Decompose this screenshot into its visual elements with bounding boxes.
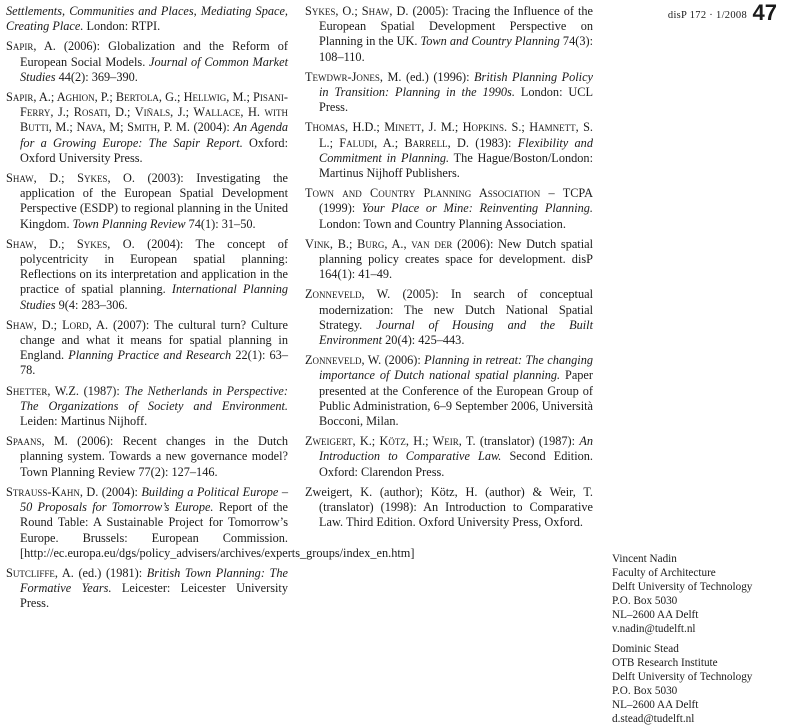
address-line: Delft University of Technology <box>612 671 753 683</box>
reference-entry <box>6 4 288 34</box>
address-line: OTB Research Institute <box>612 657 718 669</box>
reference-text: – TCPA (1999): <box>319 186 593 216</box>
reference-text: The Hague/Boston/London: Martinus Nijhoff Publishers. <box>319 150 593 181</box>
reference-entry <box>6 237 288 313</box>
reference-title: British Town Planning: The Formative Years. <box>20 565 288 596</box>
reference-text: (ed.) (1996): <box>401 69 475 84</box>
reference-title: Building a Political Europe – 50 Proposals for Tomorrow’s Europe. <box>20 484 288 515</box>
reference-text: (2004): <box>189 120 234 135</box>
reference-text: 74(3): 108–110. <box>319 34 593 64</box>
reference-title: Flexibility and Commitment in Planning. <box>319 135 593 165</box>
reference-title: International Planning Studies <box>20 282 289 312</box>
author-address-nadin <box>612 552 782 636</box>
reference-text: 44(2): 369–390. <box>55 69 138 84</box>
reference-text: 22(1): 63–78. <box>20 348 288 378</box>
reference-text: Oxford: Oxford University Press. <box>20 135 288 165</box>
reference-entry <box>305 70 593 116</box>
reference-text: (translator) (1987): <box>475 434 580 449</box>
reference-authors: Tewdwr-Jones, M. <box>305 69 402 84</box>
reference-entry <box>305 120 593 181</box>
reference-title: An Introduction to Comparative Law. <box>319 434 593 464</box>
reference-text: (2007): The cultural turn? Culture change and what it means for spatial planning in England. <box>20 317 288 363</box>
reference-entry <box>305 434 593 480</box>
reference-authors: Town and Country Planning Association <box>305 186 541 201</box>
reference-title: Planning Practice and Research <box>68 348 232 363</box>
reference-text: (2006): <box>381 353 425 368</box>
reference-authors: Sutcliffe, A. <box>6 565 74 580</box>
reference-authors: Thomas, H.D.; Minett, J. M.; Hopkins. S.; Hamnett, S. L.; Faludi, A.; Barrell, D. <box>305 120 593 150</box>
reference-text: (2004): The concept of polycentricity in European spatial planning: Reflections on its interpretation and application in the practice of spatial planning. <box>20 236 289 297</box>
reference-text: Report of the Round Table: A Sustainable Project for Tomorrow’s Europe. Brussels: European Commission. [http://ec.europa.eu/dgs/policy_advisers/archives/experts_groups/index_en.htm] <box>20 500 415 560</box>
reference-title: British Planning Policy in Transition: Planning in the 1990s. <box>319 69 593 100</box>
reference-text: Leicester: Leicester University Press. <box>20 581 288 611</box>
reference-authors: Sykes, O.; Shaw, D. <box>305 4 409 18</box>
reference-text: 9(4: 283–306. <box>55 297 128 312</box>
reference-title: Settlements, Communities and Places, Mediating Space, Creating Place. <box>6 4 288 34</box>
reference-text: Paper presented at the Conference of the European Group of Public Administration, 6–9 September 2006, Università Bocconi, Milan. <box>319 368 593 429</box>
reference-text: Zweigert, K. (author); Kötz, H. (author) & Weir, T. (translator) (1998): An Introduction to Comparative Law. Third Edition. Oxford University Press, Oxford. <box>305 484 593 530</box>
reference-text: (1987): <box>78 383 125 398</box>
reference-authors: Shaw, D.; Sykes, O. <box>6 236 135 251</box>
address-line: NL–2600 AA Delft <box>612 699 699 711</box>
address-line: Dominic Stead <box>612 643 679 655</box>
reference-title: Your Place or Mine: Reinventing Planning. <box>361 201 593 216</box>
reference-authors: Vink, B.; Burg, A., van der <box>305 236 453 251</box>
reference-text: 20(4): 425–443. <box>382 333 465 348</box>
reference-title: Town and Country Planning <box>420 34 560 49</box>
reference-text: (2005): In search of conceptual modernization: The new Dutch National Spatial Strategy. <box>319 287 593 332</box>
author-address-stead <box>612 642 782 726</box>
address-line: Delft University of Technology <box>612 581 753 593</box>
reference-text: (2003): Investigating the application of the European Spatial Development Perspective (ESDP) to regional planning in the United Kingdom. <box>20 171 288 231</box>
reference-entry <box>6 39 288 85</box>
reference-text: (ed.) (1981): <box>73 565 147 580</box>
reference-text: Second Edition. Oxford: Clarendon Press. <box>319 449 593 479</box>
reference-entry <box>6 171 288 232</box>
reference-text: Leiden: Martinus Nijhoff. <box>20 414 148 429</box>
address-line: P.O. Box 5030 <box>612 595 678 607</box>
references-column-right <box>305 4 593 536</box>
reference-entry <box>6 566 288 612</box>
reference-text: 74(1): 31–50. <box>185 216 256 231</box>
reference-authors: Shaw, D.; Sykes, O. <box>6 171 135 186</box>
reference-entry <box>305 287 593 348</box>
address-line: Vincent Nadin <box>612 553 677 565</box>
address-line: P.O. Box 5030 <box>612 685 678 697</box>
address-line: v.nadin@tudelft.nl <box>612 623 696 635</box>
reference-title: The Netherlands in Perspective: The Organizations of Society and Environment. <box>20 383 288 413</box>
reference-title: Town Planning Review <box>72 216 186 231</box>
address-line: d.stead@tudelft.nl <box>612 713 695 725</box>
reference-text: (1983): <box>468 135 518 150</box>
reference-authors: Shaw, D.; Lord, A. <box>6 317 109 332</box>
reference-entry <box>305 186 593 232</box>
reference-text: (2005): Tracing the Influence of the European Spatial Development Perspective on Planning in the UK. <box>319 4 593 49</box>
reference-authors: Zonneveld, W. <box>305 353 382 368</box>
journal-citation: disP 172 · 1/2008 <box>667 10 747 21</box>
reference-entry <box>6 90 288 166</box>
reference-entry <box>6 384 288 430</box>
reference-text: (2006): Recent changes in the Dutch planning system. Towards a new governance model? Town Planning Review 77(2): 127–146. <box>20 434 289 479</box>
reference-title: Planning in retreat: The changing importance of Dutch national spatial planning. <box>319 353 594 383</box>
address-line: Faculty of Architecture <box>612 567 716 579</box>
page-number: 47 <box>752 0 777 25</box>
reference-text: (2006): New Dutch spatial planning policy creates space for development. disP 164(1): 41–49. <box>319 236 594 282</box>
reference-text: London: UCL Press. <box>319 85 594 115</box>
address-line: NL–2600 AA Delft <box>612 609 699 621</box>
reference-text: (2006): Globalization and the Reform of European Social Models. <box>20 39 288 69</box>
reference-entry <box>305 237 593 283</box>
reference-title: An Agenda for a Growing Europe: The Sapir Report. <box>20 120 288 150</box>
reference-text: (2004): <box>98 484 142 499</box>
reference-authors: Sapir, A. <box>6 39 56 54</box>
reference-entry <box>305 4 593 65</box>
reference-authors: Spaans, M. <box>6 434 68 449</box>
reference-title: Journal of Housing and the Built Environment <box>319 317 593 348</box>
reference-text: London: RTPI. <box>83 19 161 34</box>
reference-entry <box>6 318 288 379</box>
reference-entry <box>6 484 415 561</box>
reference-entry <box>305 485 593 531</box>
reference-authors: Strauss-Kahn, D. <box>6 484 99 499</box>
reference-entry <box>6 434 288 480</box>
reference-authors: Zweigert, K.; Kötz, H.; Weir, T. <box>305 434 476 449</box>
reference-text: London: Town and Country Planning Association. <box>319 216 566 231</box>
reference-title: Journal of Common Market Studies <box>20 54 288 84</box>
reference-authors: Sapir, A.; Aghion, P.; Bertola, G.; Hellwig, M.; Pisani-Ferry, J.; Rosati, D.; Viñals, J.; Wallace, H. with Butti, M.; Nava, M; Smith, P. M. <box>6 90 288 135</box>
reference-authors: Zonneveld, W. <box>305 287 391 302</box>
reference-entry <box>305 353 593 429</box>
reference-authors: Shetter, W.Z. <box>6 383 79 398</box>
